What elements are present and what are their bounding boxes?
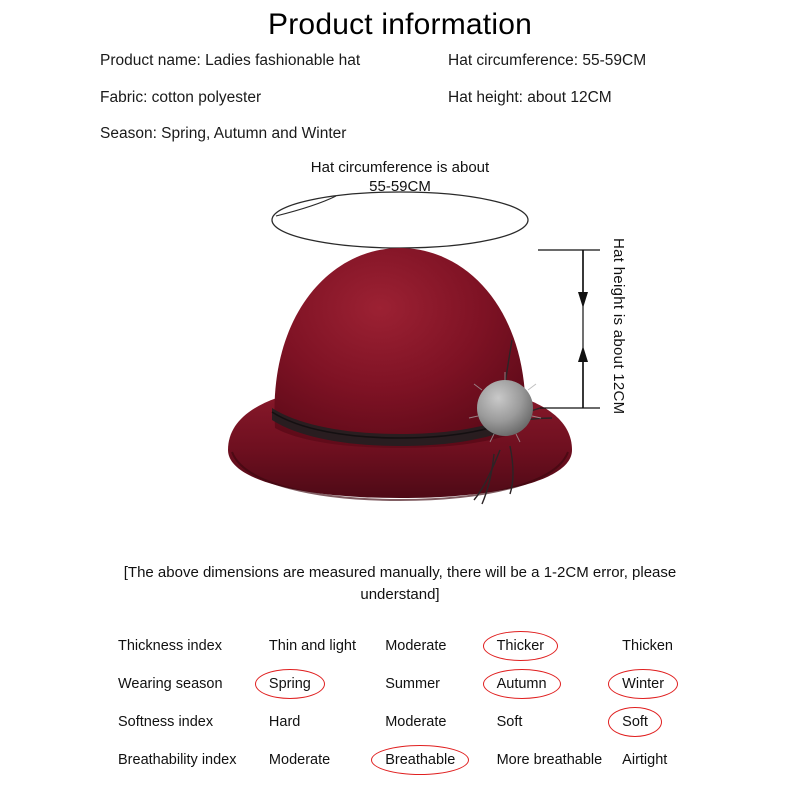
row-label: Wearing season: [118, 676, 223, 692]
option-chip[interactable]: More breathable: [496, 752, 603, 768]
spec-season: Season: Spring, Autumn and Winter: [100, 125, 347, 142]
option-cell[interactable]: [487, 741, 613, 779]
option-chip[interactable]: Summer: [385, 676, 440, 692]
option-chip-selected[interactable]: Winter: [612, 672, 674, 696]
hat-diagram: [0, 150, 800, 550]
option-cell[interactable]: [612, 665, 718, 703]
option-cell[interactable]: [487, 627, 613, 665]
option-chip[interactable]: Airtight: [622, 752, 668, 768]
row-label: Thickness index: [118, 638, 222, 654]
option-chip[interactable]: Moderate: [385, 638, 447, 654]
option-chip-selected[interactable]: Breathable: [375, 748, 465, 772]
option-cell[interactable]: [259, 665, 375, 703]
row-label: Breathability index: [118, 752, 237, 768]
option-cell[interactable]: [612, 741, 718, 779]
height-arrowhead-up: [578, 346, 588, 362]
height-annotation: Hat height is about 12CM: [610, 238, 627, 415]
measurement-note: [The above dimensions are measured manually, there will be a 1-2CM error, please understand]: [123, 564, 677, 603]
spec-product-name: Product name: Ladies fashionable hat: [100, 52, 361, 69]
option-cell[interactable]: [612, 627, 718, 665]
spec-circumference: Hat circumference: 55-59CM: [448, 52, 647, 69]
option-cell[interactable]: [375, 665, 486, 703]
option-chip[interactable]: Soft: [496, 714, 523, 730]
table-row: [118, 703, 718, 741]
option-chip-selected[interactable]: Spring: [259, 672, 321, 696]
option-cell[interactable]: [487, 665, 613, 703]
option-chip[interactable]: Moderate: [385, 714, 447, 730]
option-cell[interactable]: [375, 627, 486, 665]
option-chip[interactable]: Thicken: [622, 638, 673, 654]
circumference-annotation: Hat circumference is about 55-59CM: [310, 159, 490, 195]
hat-illustration: [0, 150, 800, 550]
option-cell[interactable]: [375, 741, 486, 779]
table-row: [118, 627, 718, 665]
option-chip-selected[interactable]: Soft: [612, 710, 658, 734]
option-chip[interactable]: Moderate: [268, 752, 331, 768]
option-cell[interactable]: [375, 703, 486, 741]
option-chip-selected[interactable]: Autumn: [487, 672, 557, 696]
pompom: [477, 380, 533, 436]
option-cell[interactable]: [259, 627, 375, 665]
option-cell[interactable]: [259, 703, 375, 741]
circumference-leader-line: [276, 196, 336, 216]
circumference-ellipse: [272, 192, 528, 248]
height-arrowhead-down: [578, 292, 588, 308]
spec-fabric: Fabric: cotton polyester: [100, 89, 262, 106]
row-label: Softness index: [118, 714, 214, 730]
option-cell[interactable]: [259, 741, 375, 779]
table-row: [118, 665, 718, 703]
table-row: [118, 741, 718, 779]
attribute-table: [118, 627, 718, 779]
spec-hat-height: Hat height: about 12CM: [448, 89, 612, 106]
page-title: Product information: [268, 8, 532, 41]
option-cell[interactable]: [487, 703, 613, 741]
option-chip[interactable]: Hard: [268, 714, 301, 730]
option-chip-selected[interactable]: Thicker: [487, 634, 555, 658]
option-chip[interactable]: Thin and light: [268, 638, 356, 654]
option-cell[interactable]: [612, 703, 718, 741]
